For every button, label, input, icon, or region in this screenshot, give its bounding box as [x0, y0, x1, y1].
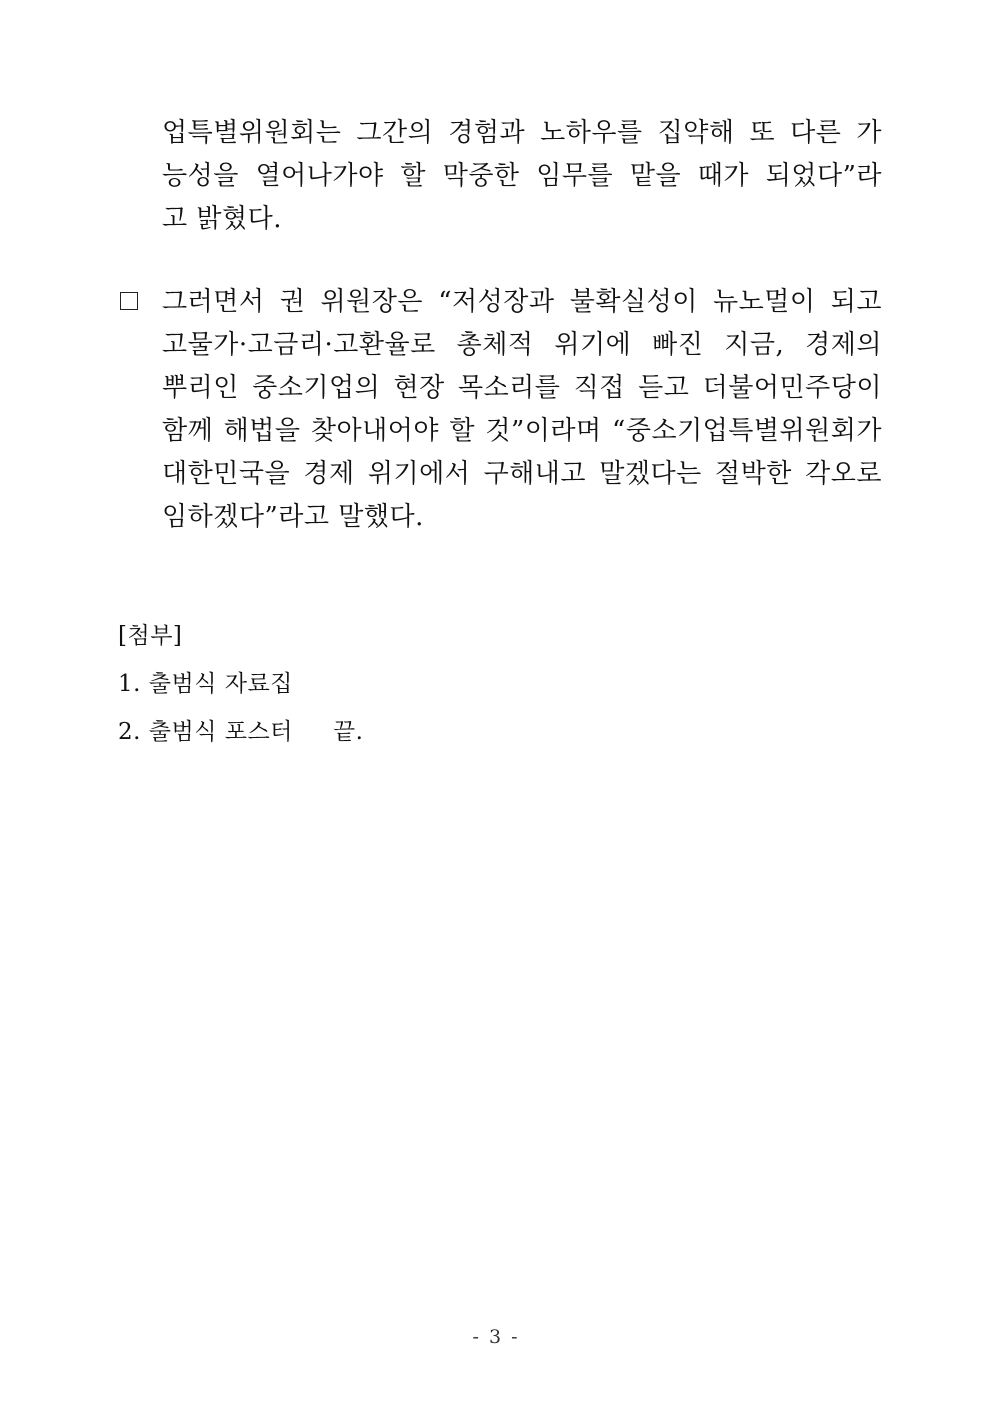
paragraph-line: 고 밝혔다.: [162, 204, 282, 234]
end-mark: 끝.: [332, 719, 364, 745]
attachment-item: 2. 출범식 포스터: [118, 719, 293, 745]
bullet-paragraph-text: [162, 281, 882, 539]
paragraph-line: 대한민국을 경제 위기에서 구해내고 말겠다는 절박한 각오로: [162, 459, 882, 489]
continued-paragraph: [162, 112, 882, 241]
paragraph-line: 그러면서 권 위원장은 “저성장과 불확실성이 뉴노멀이 되고: [162, 287, 882, 317]
paragraph-line: 능성을 열어나가야 할 막중한 임무를 맡을 때가 되었다”라: [162, 161, 882, 191]
paragraph-line: 임하겠다”라고 말했다.: [162, 502, 424, 532]
attachment-item-last: [118, 708, 518, 756]
attachment-item: 1. 출범식 자료집: [118, 671, 293, 697]
paragraph-line: 함께 해법을 찾아내어야 할 것”이라며 “중소기업특별위원회가: [162, 416, 882, 446]
attachments-heading: [첨부]: [118, 623, 183, 649]
paragraph-line: 뿌리인 중소기업의 현장 목소리를 직접 듣고 더불어민주당이: [162, 373, 882, 403]
attachments-section: [118, 612, 518, 756]
paragraph-line: 업특별위원회는 그간의 경험과 노하우를 집약해 또 다른 가: [162, 118, 882, 148]
paragraph-line: 고물가·고금리·고환율로 총체적 위기에 빠진 지금, 경제의: [162, 330, 882, 360]
page-number: - 3 -: [472, 1326, 520, 1348]
checkbox-bullet-icon: [120, 292, 138, 310]
